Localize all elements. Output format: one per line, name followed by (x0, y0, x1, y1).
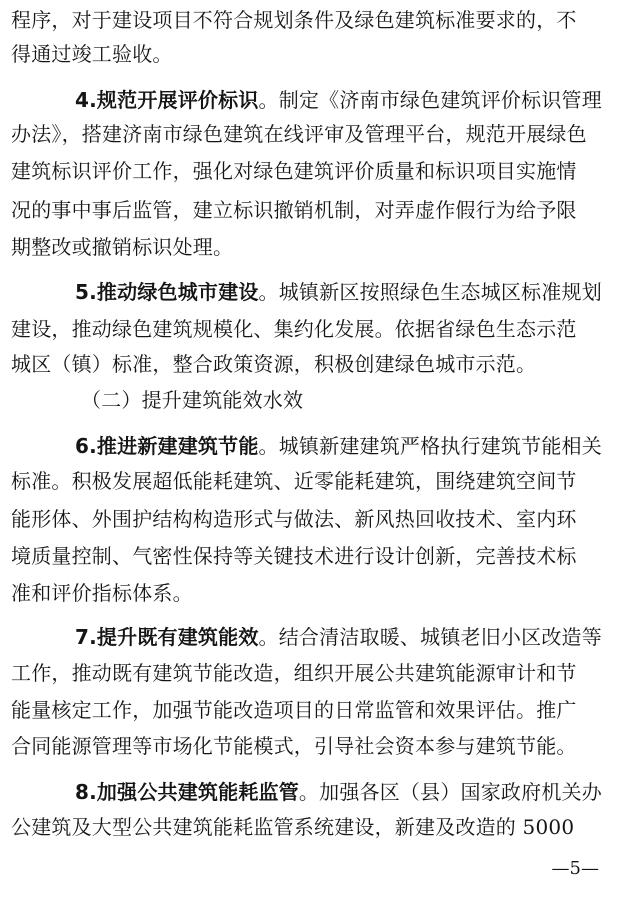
text-line: 程序，对于建设项目不符合规划条件及绿色建筑标准要求的，不 (11, 8, 577, 32)
text-line: 城区（镇）标准，整合政策资源，积极创建绿色城市示范。 (11, 352, 537, 376)
text-line: 合同能源管理等市场化节能模式，引导社会资本参与建筑节能。 (11, 734, 577, 758)
section-heading-line: 7.提升既有建筑能效。结合清洁取暖、城镇老旧小区改造等 (75, 625, 602, 649)
section-heading-line: 5.推动绿色城市建设。城镇新区按照绿色生态城区标准规划 (75, 280, 602, 304)
page-number: —5— (551, 858, 599, 879)
section-heading: 7.提升既有建筑能效 (75, 625, 259, 649)
text-line: 况的事中事后监管，建立标识撤销机制，对弄虚作假行为给予限 (11, 198, 577, 222)
section-heading: 8.加强公共建筑能耗监管 (75, 780, 299, 804)
text-line: 办法》，搭建济南市绿色建筑在线评审及管理平台，规范开展绿色 (11, 122, 587, 146)
section-heading-line: 6.推进新建建筑节能。城镇新建建筑严格执行建筑节能相关 (75, 434, 602, 458)
text-line: 工作，推动既有建筑节能改造，组织开展公共建筑能源审计和节 (11, 661, 577, 685)
text-line: 建筑标识评价工作，强化对绿色建筑评价质量和标识项目实施情 (11, 159, 577, 183)
subsection-heading: （二）提升建筑能效水效 (81, 388, 304, 412)
text-line: 准和评价指标体系。 (11, 581, 193, 605)
text-line: 能量核定工作，加强节能改造项目的日常监管和效果评估。推广 (11, 698, 577, 722)
text-line: 能形体、外围护结构构造形式与做法、新风热回收技术、室内环 (11, 507, 577, 531)
text-line: 得通过竣工验收。 (11, 42, 173, 66)
section-heading: 5.推动绿色城市建设 (75, 280, 259, 304)
section-heading: 4.规范开展评价标识 (75, 88, 259, 112)
text-line: 公建筑及大型公共建筑能耗监管系统建设，新建及改造的 5000 (11, 815, 575, 839)
section-heading-line: 8.加强公共建筑能耗监管。加强各区（县）国家政府机关办 (75, 780, 602, 804)
section-heading-line: 4.规范开展评价标识。制定《济南市绿色建筑评价标识管理 (75, 88, 602, 112)
text-line: 标准。积极发展超低能耗建筑、近零能耗建筑，围绕建筑空间节 (11, 469, 577, 493)
text-line: 境质量控制、气密性保持等关键技术进行设计创新，完善技术标 (11, 544, 577, 568)
text-line: 期整改或撤销标识处理。 (11, 235, 234, 259)
text-line: 建设，推动绿色建筑规模化、集约化发展。依据省绿色生态示范 (11, 317, 577, 341)
section-heading: 6.推进新建建筑节能 (75, 434, 259, 458)
